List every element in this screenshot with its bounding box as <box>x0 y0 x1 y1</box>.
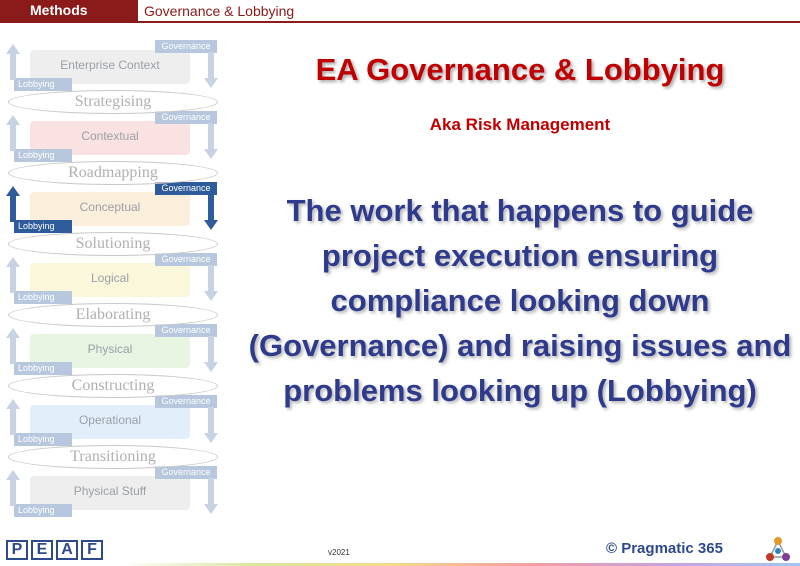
governance-tag[interactable]: Governance <box>155 182 217 195</box>
lobbying-tag[interactable]: Lobbying <box>14 78 72 91</box>
layer-band: Contextual <box>30 121 190 155</box>
header-bar <box>0 0 800 22</box>
governance-tag[interactable]: Governance <box>155 111 217 124</box>
description-text: The work that happens to guide project execution ensuring compliance looking down (Governance) and raising issues and problems looking up (Lobbying) <box>248 193 792 408</box>
layer-band: Enterprise Context <box>30 50 190 84</box>
peaf-letter: P <box>6 540 28 560</box>
phase-ellipse: Elaborating <box>8 303 218 327</box>
governance-tag[interactable]: Governance <box>155 324 217 337</box>
governance-tag[interactable]: Governance <box>155 395 217 408</box>
peaf-letter: E <box>31 540 53 560</box>
governance-down-arrow-icon <box>204 265 218 301</box>
layer-band: Physical Stuff <box>30 476 190 510</box>
header-divider <box>0 21 800 23</box>
page-breadcrumb: Governance & Lobbying <box>144 3 295 19</box>
governance-tag[interactable]: Governance <box>155 253 217 266</box>
lobbying-up-arrow-icon <box>6 399 20 435</box>
phase-ellipse: Solutioning <box>8 232 218 256</box>
governance-down-arrow-icon <box>204 478 218 514</box>
lobbying-tag[interactable]: Lobbying <box>14 291 72 304</box>
lobbying-tag[interactable]: Lobbying <box>14 504 72 517</box>
section-tab[interactable]: Methods <box>0 0 138 21</box>
peaf-letter: A <box>56 540 78 560</box>
phase-ellipse: Strategising <box>8 90 218 114</box>
lobbying-up-arrow-icon <box>6 186 20 222</box>
layer-band: Logical <box>30 263 190 297</box>
governance-tag[interactable]: Governance <box>155 466 217 479</box>
layer-band: Physical <box>30 334 190 368</box>
governance-down-arrow-icon <box>204 52 218 88</box>
page-title: EA Governance & Lobbying <box>315 52 725 87</box>
governance-lobbying-diagram <box>0 38 225 528</box>
lobbying-up-arrow-icon <box>6 257 20 293</box>
phase-ellipse: Transitioning <box>8 445 218 469</box>
version-label: v2021 <box>328 548 350 557</box>
layer-band: Operational <box>30 405 190 439</box>
peaf-logo <box>6 540 103 562</box>
copyright-text: © Pragmatic 365 <box>606 540 723 557</box>
lobbying-tag[interactable]: Lobbying <box>14 433 72 446</box>
phase-ellipse: Constructing <box>8 374 218 398</box>
lobbying-up-arrow-icon <box>6 470 20 506</box>
governance-down-arrow-icon <box>204 194 218 230</box>
lobbying-tag[interactable]: Lobbying <box>14 362 72 375</box>
governance-down-arrow-icon <box>204 407 218 443</box>
lobbying-up-arrow-icon <box>6 115 20 151</box>
page-subtitle: Aka Risk Management <box>429 115 611 134</box>
lobbying-up-arrow-icon <box>6 44 20 80</box>
governance-tag[interactable]: Governance <box>155 40 217 53</box>
lobbying-up-arrow-icon <box>6 328 20 364</box>
layer-band: Conceptual <box>30 192 190 226</box>
phase-ellipse: Roadmapping <box>8 161 218 185</box>
governance-down-arrow-icon <box>204 123 218 159</box>
pragmatic-logo-icon <box>764 535 792 563</box>
lobbying-tag[interactable]: Lobbying <box>14 220 72 233</box>
peaf-letter: F <box>81 540 103 560</box>
governance-down-arrow-icon <box>204 336 218 372</box>
lobbying-tag[interactable]: Lobbying <box>14 149 72 162</box>
